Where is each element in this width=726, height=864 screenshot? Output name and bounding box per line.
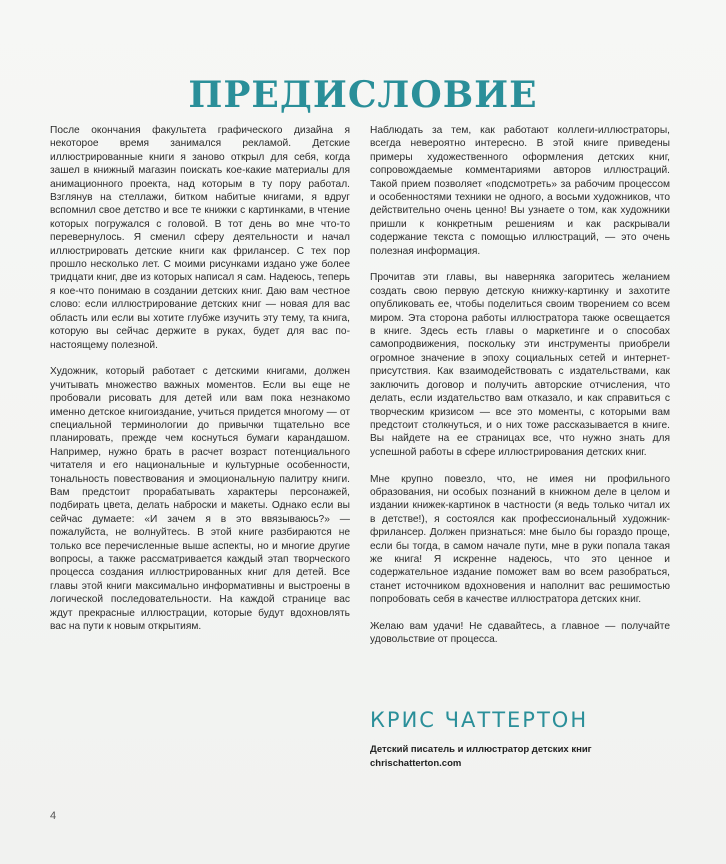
paragraph: Мне крупно повезло, что, не имея ни профильного образования, ни особых познаний в книжном деле в целом и издании книжек-картинок в частности (я ведь только читал их в детстве!), я состоялся как профессиональный художник-фрилансер. Должен признаться: мне было бы гораздо проще, если бы тогда, в самом начале пути, мне в руки попала такая же книга! Я искренне надеюсь, что это ценное и содержательное издание поможет вам во всем разобраться, станет источником вдохновения и наполнит вас решимостью попробовать себя в качестве иллюстратора детских книг. xyxy=(370,473,670,606)
author-website: chrischatterton.com xyxy=(370,758,462,769)
right-column xyxy=(370,124,670,660)
paragraph: Художник, который работает с детскими книгами, должен учитывать множество важных моментов. Если вы еще не пробовали рисовать для детей или вам пока незнакомо именно детское книгоиздание, учиться придется многому — от специальной терминологии до привычки тщательно все планировать, прежде чем коснуться бумаги карандашом. Например, нужно брать в расчет возраст потенциального читателя и его национальные и культурные особенности, тональность повествования и эмоциональную палитру книги. Вам предстоит прорабатывать характеры персонажей, подбирать цвета, делать наброски и макеты. Однако если вы сейчас думаете: «И зачем я в это ввязываюсь?» — пожалуйста, не волнуйтесь. В этой книге разбираются не только все перечисленные выше аспекты, но и многие другие вопросы, а также рассматривается каждый этап творческого процесса создания иллюстрированных книг для детей. Все главы этой книги максимально информативны и выстроены в логической последовательности. На каждой странице вас ждут прекрасные иллюстрации, которые будут вдохновлять вас на пути к новым открытиям. xyxy=(50,366,350,633)
paragraph: Наблюдать за тем, как работают коллеги-иллюстраторы, всегда невероятно интересно. В этой книге приведены примеры художественного оформления детских книг, сопровождаемые комментариями авторов иллюстраций. Такой прием позволяет «подсмотреть» за рабочим процессом и особенностями техники не одного, а восьми художников, что действительно очень ценно! Вы узнаете о том, как художники пришли к конкретным решениям и как раскрывали содержание текста с помощью иллюстраций, — это очень полезная информация. xyxy=(370,125,670,257)
paragraph: Прочитав эти главы, вы наверняка загоритесь желанием создать свою первую детскую книжку-картинку и захотите опубликовать ее, чтобы поделиться своим творением со всем миром. Эта сторона работы иллюстратора также освещается в книге. Здесь есть главы о маркетинге и о способах самопродвижения, поскольку эти инструменты приобрели огромное значение в эпоху социальных сетей и интернет-присутствия. Как взаимодействовать с издательствами, как заключить договор и получить авторские отчисления, что делать, если издательство вам отказало, и как справиться с творческим кризисом — все это моменты, с которыми вам предстоит столкнуться, и о них тоже рассказывается в книге. Вы найдете на ее страницах все, что нужно знать для успешной работы в сфере иллюстрирования детских книг. xyxy=(370,272,670,458)
paragraph: Желаю вам удачи! Не сдавайтесь, а главное — получайте удовольствие от процесса. xyxy=(370,620,670,646)
left-column xyxy=(50,124,350,647)
page-number: 4 xyxy=(50,810,57,822)
paragraph: После окончания факультета графического дизайна я некоторое время занимался рекламой. Детские иллюстрированные книги я заново открыл для себя, когда зашел в книжный магазин поискать кое-какие материалы для анимационного проекта, над которым в ту пору работал. Взглянув на стеллажи, битком набитые книгами, я вдруг вспомнил свое детство и все те книжки с картинками, в чтение которых погружался с головой. В тот день во мне что-то перевернулось. Я сменил сферу деятельности и начал иллюстрировать детские книги как фрилансер. С тех пор прошло несколько лет. С моими рисунками издано уже более тридцати книг, две из которых написал я сам. Надеюсь, теперь я кое-что понимаю в создании детских книг. Даю вам честное слово: если иллюстрирование детских книг — новая для вас область или если вы хотите глубже изучить эту тему, та книга, которую вы сейчас держите в руках, будет для вас по-настоящему полезной. xyxy=(50,125,350,351)
page-title: ПРЕДИСЛОВИЕ xyxy=(188,74,538,116)
author-role: Детский писатель и иллюстратор детских книг xyxy=(370,744,592,755)
author-signature: КРИС ЧАТТЕРТОН xyxy=(370,708,589,732)
